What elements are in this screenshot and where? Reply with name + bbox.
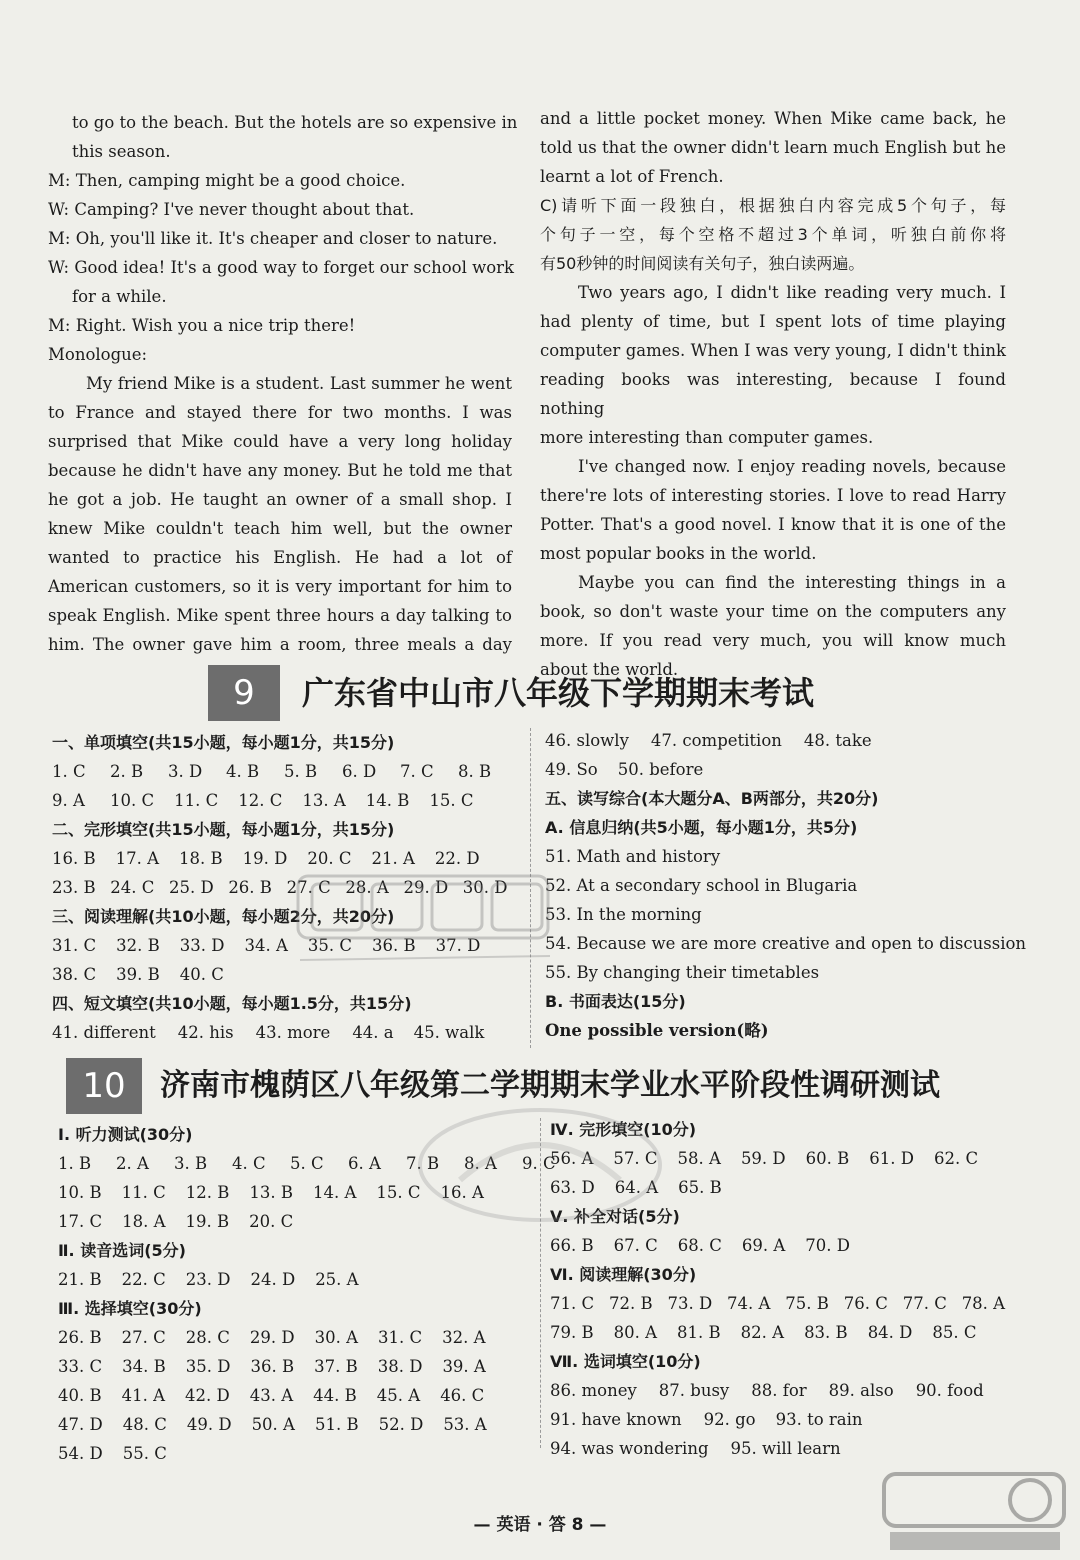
answer-row [550,1376,1020,1405]
answer-item: 31. C [378,1328,423,1347]
answer-item: 15. C [429,791,474,810]
answer-item: 63. D [550,1178,595,1197]
answer-item: 16. A [440,1183,484,1202]
answer-item: 25. A [315,1270,359,1289]
monologue-line: Maybe you can find the interesting things in a [578,573,1006,592]
answer-item: 68. C [677,1236,722,1255]
answer-item: 85. C [932,1323,977,1342]
monologue-line: reading books was interesting, because I found nothing [540,370,1006,418]
answer-item: 47. competition [650,731,782,750]
answer-item: 14. B [365,791,410,810]
answer-item: 71. C [550,1294,595,1313]
answer-item: 38. C [52,965,97,984]
answer-item: 92. go [703,1410,756,1429]
answer-item: 36. B [250,1357,295,1376]
answer-item: 47. D [58,1415,103,1434]
answer-item: 32. B [116,936,160,955]
answer-item: 44. B [313,1386,357,1405]
answer-item: 37. B [314,1357,358,1376]
answer-item: 9. C [522,1154,556,1173]
answer-row [52,786,522,815]
answer-item: 49. D [186,1415,232,1434]
answer-row [58,1381,528,1410]
section-heading: Ⅲ. 选择填空(30分) [58,1299,202,1318]
transcript-line: W: Good idea! It's a good way to forget our school work [48,258,515,277]
page-footer: — 英语 · 答 8 — [473,1515,607,1535]
answer-item: 67. C [613,1236,658,1255]
answer-note: One possible version(略) [545,1021,769,1040]
answer-item: 52. D [378,1415,424,1434]
monologue-line: about the world. [540,660,679,679]
answer-item: 59. D [740,1149,786,1168]
exam-10-right-answers [550,1115,1020,1463]
answer-item: 5. C [290,1154,324,1173]
answer-item: 62. C [934,1149,979,1168]
section-heading: 一、单项填空(共15小题，每小题1分，共15分) [52,733,395,752]
answer-item: 42. D [185,1386,230,1405]
answer-item: 6. A [348,1154,381,1173]
answer-row [58,1207,528,1236]
answer-row [52,757,522,786]
answer-row [550,1434,1020,1463]
answer-item: 34. A [244,936,288,955]
answer-item: 12. C [238,791,283,810]
answer-item: 8. B [458,762,492,781]
answer-row [52,1018,522,1047]
answer-item: 23. D [185,1270,231,1289]
answer-item: 18. B [179,849,223,868]
answer-row [550,1173,1020,1202]
answer-item: 35. D [185,1357,231,1376]
answer-item: 43. more [255,1023,331,1042]
answer-item: 24. C [110,878,155,897]
section-heading: B. 书面表达(15分) [545,992,686,1011]
answer-item: 25. D [169,878,214,897]
exam-9-left-answers [52,728,522,1047]
answer-item: 11. C [174,791,219,810]
answer-item: 28. A [345,878,389,897]
monologue-line: My friend Mike is a student. Last summer he went [86,374,512,393]
answer-item: 77. C [902,1294,947,1313]
answer-item: 38. D [377,1357,423,1376]
answer-item: 8. A [464,1154,497,1173]
answer-item: 3. D [168,762,203,781]
monologue-line: because he didn't have any money. But he told me that [48,461,512,480]
monologue-line: computer games. When I was very young, I didn't think [540,341,1006,360]
answer-item: 41. A [121,1386,166,1405]
answer-item: 45. A [376,1386,421,1405]
monologue-line: most popular books in the world. [540,544,817,563]
instruction-line: 有50秒钟的时间阅读有关句子，独白读两遍。 [540,254,865,273]
answer-item: 79. B [550,1323,594,1342]
column-divider [540,1118,541,1448]
answer-item: 20. C [249,1212,294,1231]
answer-item: 53. In the morning [545,905,702,924]
answer-item: 27. C [121,1328,166,1347]
answer-item: 65. B [678,1178,722,1197]
answer-row [550,1231,1020,1260]
answer-item: 29. D [403,878,449,897]
answer-row [52,873,522,902]
answer-item: 44. a [352,1023,394,1042]
answer-item: 17. C [58,1212,103,1231]
instruction-line: C)请听下面一段独白，根据独白内容完成5个句子，每 [540,196,1006,215]
answer-item: 49. So [545,760,598,779]
answer-item: 33. D [179,936,225,955]
answer-row [550,1405,1020,1434]
answer-item: 83. B [804,1323,848,1342]
answer-item: 22. D [434,849,480,868]
exam-number-badge: 10 [66,1058,142,1114]
monologue-line: Potter. That's a good novel. I know that it is one of the [540,515,1006,534]
monologue-line: wanted to practice his English. He had a lot of [48,548,512,567]
answer-item: 13. A [302,791,346,810]
answer-item: 55. C [122,1444,167,1463]
answer-item: 70. D [805,1236,850,1255]
answer-item: 48. take [803,731,872,750]
answer-row [550,1318,1020,1347]
answer-item: 43. A [249,1386,294,1405]
transcript-line: to go to the beach. But the hotels are so expensive in [72,113,518,132]
monologue-line: I've changed now. I enjoy reading novels, because [578,457,1006,476]
answer-item: 4. C [232,1154,266,1173]
transcript-line: W: Camping? I've never thought about that. [48,200,415,219]
answer-item: 57. C [613,1149,658,1168]
answer-item: 35. C [307,936,352,955]
answer-item: 32. A [442,1328,486,1347]
monologue-line: more. If you read very much, you will know much [540,631,1006,650]
monologue-line: American customers, so it is very important for him to [48,577,512,596]
monologue-line: there're lots of interesting stories. I love to read Harry [540,486,1006,505]
answer-item: 20. C [307,849,352,868]
answer-item: 1. C [52,762,86,781]
transcript-line: M: Then, camping might be a good choice. [48,171,406,190]
answer-item: 60. B [805,1149,850,1168]
answer-item: 2. B [110,762,144,781]
answer-row [545,726,1025,755]
exam-title: 济南市槐荫区八年级第二学期期末学业水平阶段性调研测试 [160,1068,940,1103]
section-heading: Ⅵ. 阅读理解(30分) [550,1265,697,1284]
answer-item: 27. C [286,878,331,897]
monologue-line: learnt a lot of French. [540,167,724,186]
answer-item: 45. walk [413,1023,485,1042]
answer-item: 3. B [174,1154,208,1173]
answer-item: 84. D [867,1323,913,1342]
answer-item: 51. B [314,1415,359,1434]
monologue-line: speak English. Mike spent three hours a day talking to [48,606,512,625]
section-heading: Ⅶ. 选词填空(10分) [550,1352,701,1371]
section-heading: Ⅴ. 补全对话(5分) [550,1207,680,1226]
section-heading: Ⅰ. 听力测试(30分) [58,1125,193,1144]
answer-item: 42. his [177,1023,234,1042]
transcript-right-column [540,104,1006,684]
answer-row [58,1439,528,1468]
answer-item: 1. B [58,1154,92,1173]
transcript-line: for a while. [72,287,167,306]
answer-item: 2. A [116,1154,149,1173]
answer-item: 5. B [284,762,318,781]
answer-row [58,1149,556,1178]
section-heading: 四、短文填空(共10小题，每小题1.5分，共15分) [52,994,412,1013]
answer-item: 40. C [179,965,224,984]
answer-item: 56. A [550,1149,594,1168]
answer-item: 41. different [52,1023,156,1042]
column-divider [530,728,531,1048]
section-heading: A. 信息归纳(共5小题，每小题1分，共5分) [545,818,858,837]
answer-item: 30. D [462,878,508,897]
section-heading: 五、读写综合(本大题分A、B两部分，共20分) [545,789,879,808]
answer-row [58,1265,528,1294]
answer-item: 19. D [242,849,288,868]
monologue-line: to France and stayed there for two months. I was [48,403,512,422]
answer-item: 30. A [314,1328,358,1347]
answer-item: 7. B [406,1154,440,1173]
answer-item: 39. A [442,1357,486,1376]
monologue-line: knew Mike couldn't teach him well, but the owner [48,519,512,538]
section-heading: Ⅱ. 读音选词(5分) [58,1241,186,1260]
exam-9-right-answers [545,726,1025,1045]
transcript-line: M: Oh, you'll like it. It's cheaper and closer to nature. [48,229,498,248]
answer-item: 46. C [440,1386,485,1405]
section-heading: Ⅳ. 完形填空(10分) [550,1120,697,1139]
answer-item: 53. A [443,1415,487,1434]
answer-item: 21. A [371,849,415,868]
answer-item: 82. A [740,1323,785,1342]
answer-item: 4. B [226,762,260,781]
answer-item: 46. slowly [545,731,629,750]
answer-item: 51. Math and history [545,847,721,866]
answer-item: 10. C [110,791,155,810]
answer-item: 36. B [372,936,416,955]
answer-item: 10. B [58,1183,102,1202]
answer-item: 48. C [122,1415,167,1434]
answer-item: 64. A [614,1178,659,1197]
answer-item: 50. A [251,1415,295,1434]
monologue-line: and a little pocket money. When Mike came back, he [540,109,1006,128]
answer-item: 61. D [869,1149,914,1168]
answer-item: 50. before [617,760,704,779]
answer-row [58,1352,528,1381]
answer-item: 73. D [667,1294,713,1313]
answer-item: 54. D [58,1444,103,1463]
monologue-line: had plenty of time, but I spent lots of time playing [540,312,1006,331]
answer-item: 31. C [52,936,97,955]
answer-item: 39. B [116,965,160,984]
answer-item: 24. D [250,1270,296,1289]
monologue-line: more interesting than computer games. [540,428,874,447]
answer-row [52,931,522,960]
answer-item: 55. By changing their timetables [545,963,820,982]
answer-item: 95. will learn [730,1439,841,1458]
answer-item: 81. B [677,1323,721,1342]
answer-item: 23. B [52,878,96,897]
answer-row [550,1144,1020,1173]
answer-item: 17. A [115,849,160,868]
answer-item: 90. food [915,1381,984,1400]
answer-item: 54. Because we are more creative and open to discussion [545,934,1027,953]
answer-item: 76. C [843,1294,888,1313]
answer-item: 69. A [741,1236,786,1255]
section-heading: 二、完形填空(共15小题，每小题1分，共15分) [52,820,395,839]
answer-item: 40. B [58,1386,102,1405]
exam-9-banner [0,665,1080,721]
answer-row [58,1178,528,1207]
answer-item: 91. have known [550,1410,682,1429]
answer-item: 80. A [613,1323,658,1342]
monologue-line: he got a job. He taught an owner of a small shop. I [48,490,512,509]
answer-item: 16. B [52,849,96,868]
answer-item: 7. C [400,762,434,781]
answer-item: 22. C [121,1270,166,1289]
answer-row [52,960,522,989]
answer-item: 66. B [550,1236,594,1255]
answer-item: 26. B [228,878,272,897]
answer-item: 75. B [785,1294,829,1313]
answer-item: 74. A [726,1294,771,1313]
answer-item: 29. D [249,1328,295,1347]
answer-item: 11. C [121,1183,166,1202]
answer-row [550,1289,1020,1318]
monologue-line: book, so don't waste your time on the computers any [540,602,1006,621]
answer-row [58,1323,528,1352]
answer-item: 94. was wondering [550,1439,709,1458]
answer-item: 26. B [58,1328,102,1347]
exam-number-badge: 9 [208,665,280,721]
answer-item: 9. A [52,791,85,810]
answer-item: 28. C [185,1328,230,1347]
answer-row [58,1410,528,1439]
exam-10-left-answers [58,1120,556,1468]
section-heading: 三、阅读理解(共10小题，每小题2分，共20分) [52,907,395,926]
exam-title: 广东省中山市八年级下学期期末考试 [302,674,815,712]
monologue-line: told us that the owner didn't learn much English but he [540,138,1006,157]
answer-item: 86. money [550,1381,637,1400]
answer-row [545,755,1025,784]
answer-item: 87. busy [658,1381,730,1400]
monologue-line: surprised that Mike could have a very long holiday [48,432,512,451]
answer-item: 21. B [58,1270,102,1289]
answer-item: 14. A [313,1183,357,1202]
answer-item: 78. A [961,1294,1006,1313]
answer-item: 89. also [828,1381,894,1400]
answer-item: 93. to rain [775,1410,863,1429]
answer-item: 19. B [185,1212,230,1231]
transcript-line: this season. [72,142,171,161]
answer-item: 33. C [58,1357,103,1376]
answer-item: 18. A [122,1212,166,1231]
transcript-line: Monologue: [48,345,148,364]
answer-item: 6. D [342,762,377,781]
transcript-line: M: Right. Wish you a nice trip there! [48,316,356,335]
exam-10-banner [0,1058,1080,1114]
answer-row [52,844,522,873]
answer-item: 37. D [435,936,481,955]
monologue-line: him. The owner gave him a room, three meals a day [48,635,512,654]
answer-item: 34. B [122,1357,166,1376]
answer-item: 52. At a secondary school in Blugaria [545,876,858,895]
instruction-line: 个句子一空，每个空格不超过3个单词，听独白前你将 [540,225,1006,244]
answer-item: 72. B [608,1294,653,1313]
transcript-left-column [48,108,518,659]
answer-item: 15. C [376,1183,421,1202]
answer-item: 88. for [751,1381,807,1400]
answer-item: 58. A [677,1149,721,1168]
answer-item: 13. B [249,1183,293,1202]
answer-item: 12. B [185,1183,230,1202]
monologue-line: Two years ago, I didn't like reading very much. I [578,283,1006,302]
